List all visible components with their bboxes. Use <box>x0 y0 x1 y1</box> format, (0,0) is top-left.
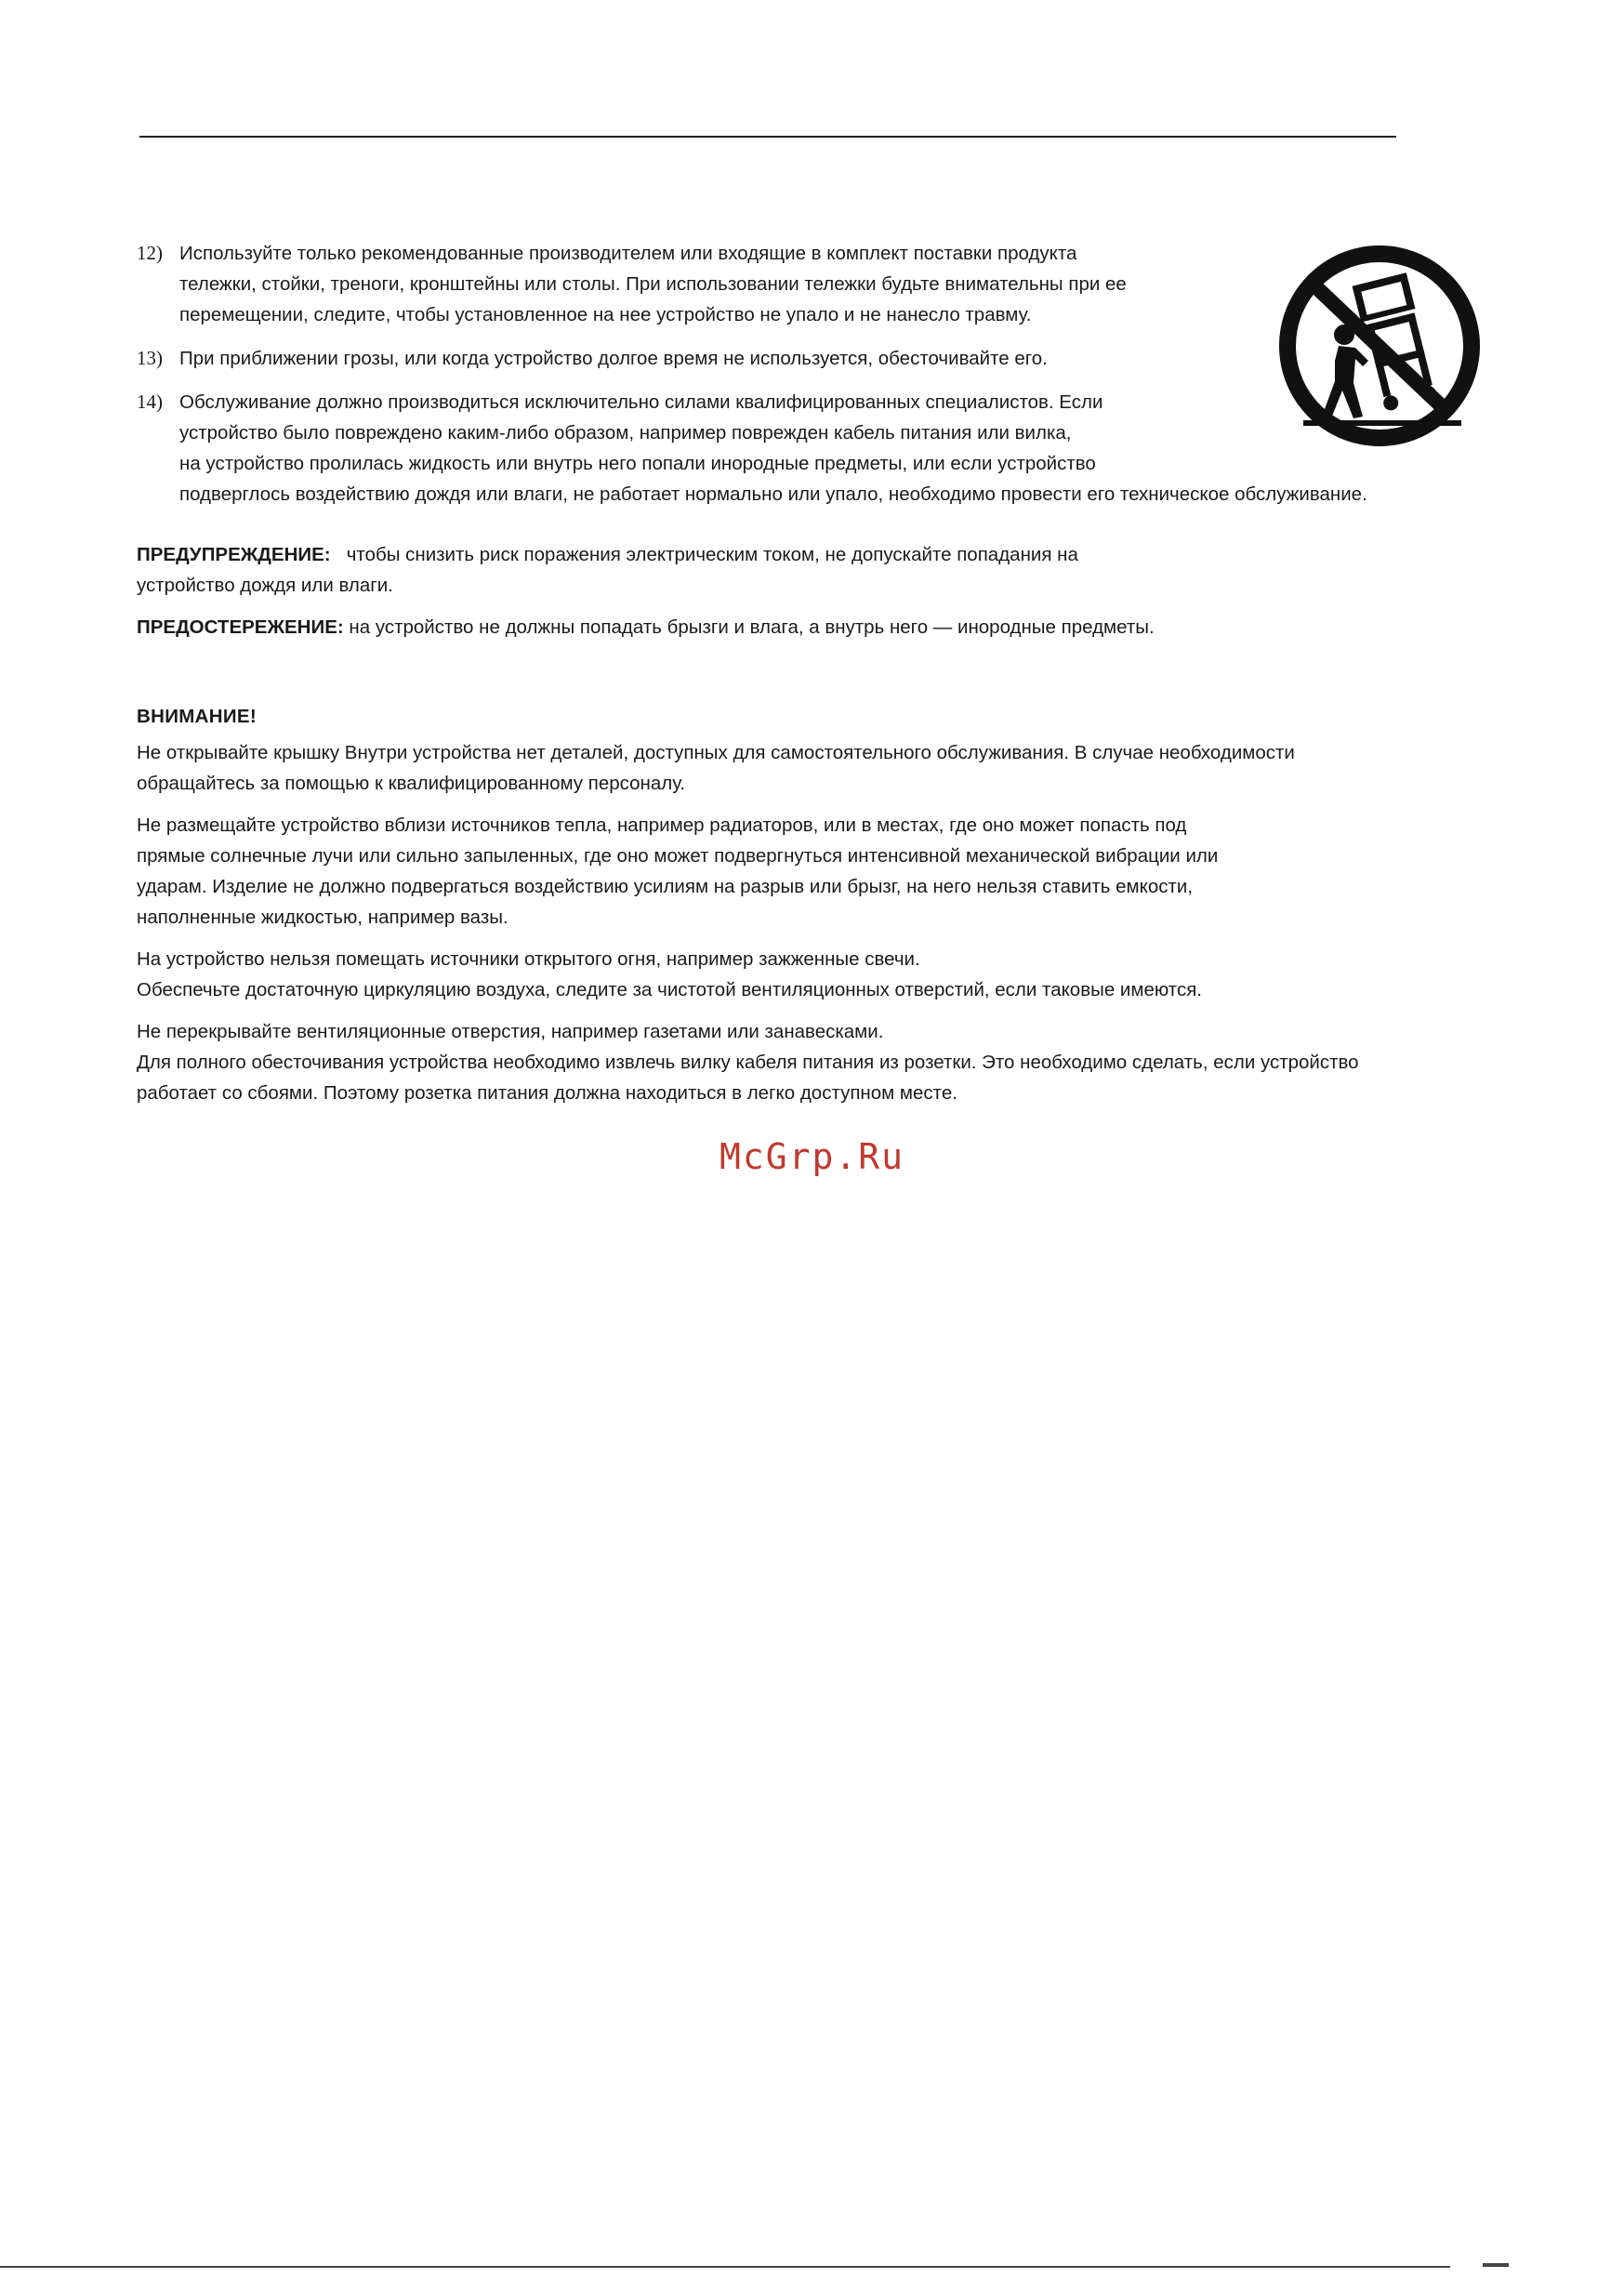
attention-paragraph: Не перекрывайте вентиляционные отверстия, например газетами или занавесками. Для полного обесточивания устройства необходимо извлечь вилку кабеля питания из розетки. Это необходимо сделать, если устройство работает со сбоями. Поэтому розетка питания должна находиться в легко доступном месте. <box>137 1021 1359 1104</box>
attention-paragraph: Не открывайте крышку Внутри устройства нет деталей, доступных для самостоятельного обслуживания. В случае необходимости обращайтесь за помощью к квалифицированному персоналу. <box>137 742 1295 794</box>
caution-paragraph <box>137 612 1494 642</box>
warning-section <box>137 539 1494 654</box>
instruction-line: устройство было повреждено каким-либо образом, например поврежден кабель питания или вилка, <box>179 422 1072 444</box>
caution-text: на устройство не должны попадать брызги и влага, а внутрь него — инородные предметы. <box>349 616 1155 638</box>
instruction-line: подверглось воздействию дождя или влаги, не работает нормально или упало, необходимо провести его техническое обслуживание. <box>179 483 1367 505</box>
caution-label: ПРЕДОСТЕРЕЖЕНИЕ: <box>137 616 344 638</box>
instruction-line: тележки, стойки, треноги, кронштейны или столы. При использовании тележки будьте внимательны при ее <box>179 273 1127 295</box>
warning-paragraph <box>137 539 1494 601</box>
attention-heading: ВНИМАНИЕ! <box>137 706 257 727</box>
instruction-line: Обслуживание должно производиться исключительно силами квалифицированных специалистов. Если <box>179 391 1103 413</box>
attention-section <box>137 701 1494 1119</box>
attention-paragraph: На устройство нельзя помещать источники открытого огня, например зажженные свечи. Обеспечьте достаточную циркуляцию воздуха, следите за чистотой вентиляционных отверстий, если таковые имеются. <box>137 948 1202 1000</box>
instruction-line: на устройство пролилась жидкость или внутрь него попали инородные предметы, или если устройство <box>179 453 1096 474</box>
instruction-number: 12) <box>137 242 163 264</box>
bottom-divider <box>0 2266 1450 2268</box>
warning-text: чтобы снизить риск поражения электрическим током, не допускайте попадания на <box>346 544 1078 565</box>
instruction-number: 14) <box>137 391 163 413</box>
warning-text-cont: устройство дождя или влаги. <box>137 575 393 596</box>
watermark: McGrp.Ru <box>719 1136 905 1177</box>
bottom-edge-mark <box>1483 2263 1509 2267</box>
cart-tip-over-warning-icon <box>1277 244 1482 448</box>
instruction-line: При приближении грозы, или когда устройство долгое время не используется, обесточивайте его. <box>179 348 1048 369</box>
instruction-line: Используйте только рекомендованные производителем или входящие в комплект поставки продукта <box>179 243 1077 264</box>
instruction-number: 13) <box>137 347 163 369</box>
instruction-line: перемещении, следите, чтобы установленное на нее устройство не упало и не нанесло травму. <box>179 304 1032 325</box>
attention-paragraph: Не размещайте устройство вблизи источников тепла, например радиаторов, или в местах, где оно может попасть под прямые солнечные лучи или сильно запыленных, где оно может подвергнуться интенсивной механической вибрации или ударам. Изделие не должно подвергаться воздействию усилиям на разрыв или брызг, на него нельзя ставить емкости, наполненные жидкостью, например вазы. <box>137 815 1219 928</box>
top-divider <box>139 136 1396 138</box>
warning-label: ПРЕДУПРЕЖДЕНИЕ: <box>137 544 331 565</box>
